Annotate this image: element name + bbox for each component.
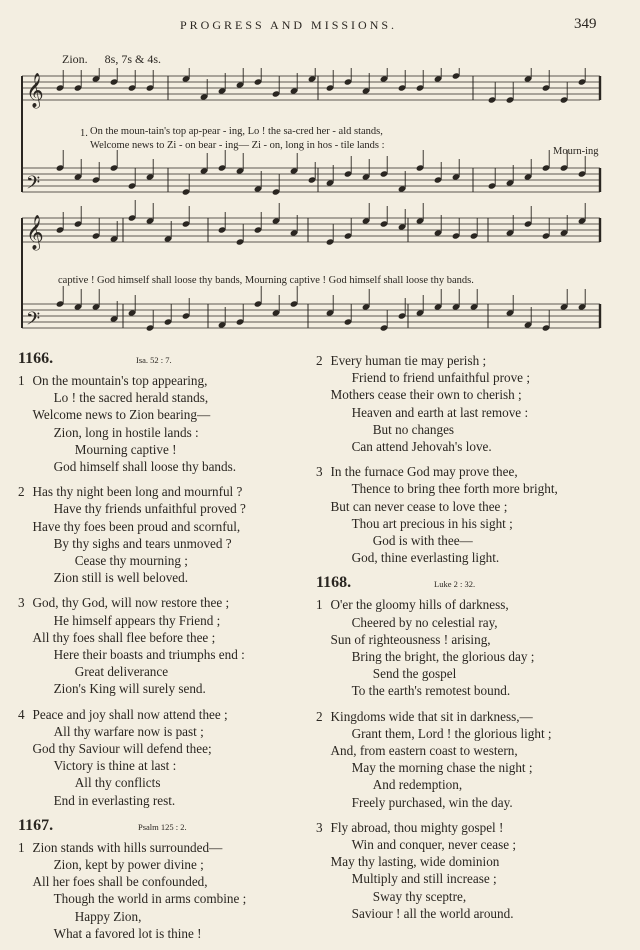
verse-text: Zion still is well beloved. (53, 570, 189, 586)
verse-text: God thy Saviour will defend thee; (32, 741, 212, 757)
stanza-number: 2 (316, 353, 323, 368)
verse-text: O'er the gloomy hills of darkness, (330, 597, 509, 613)
page-header (0, 18, 640, 38)
verse-line (316, 421, 616, 438)
verse-text: Bring the bright, the glorious day ; (351, 649, 535, 665)
hymn-heading (316, 574, 616, 596)
verse-text: Welcome news to Zion bearing— (32, 407, 211, 423)
verse-line (18, 389, 308, 406)
bass-clef-icon: 𝄢 (26, 309, 41, 334)
right-column (316, 352, 616, 930)
verse-text: Have thy friends unfaithful proved ? (53, 501, 246, 517)
hymn-number: 1168. (316, 574, 352, 592)
verse-text: On the mountain's top appearing, (32, 373, 208, 388)
verse-text: Thence to bring thee forth more bright, (351, 481, 558, 497)
verse-line (316, 549, 616, 566)
hymn-scripture-ref: Isa. 52 : 7. (136, 355, 172, 365)
verse-text: By thy sighs and tears unmoved ? (53, 535, 232, 551)
treble-clef-icon: 𝄞 (26, 73, 44, 108)
verse-text: God is with thee— (372, 533, 473, 549)
stanza (316, 596, 616, 699)
verse-text: Every human tie may perish ; (330, 353, 487, 368)
verse-line (316, 794, 616, 811)
verse-line (316, 776, 616, 793)
verse-text: God, thine everlasting light. (351, 550, 500, 566)
verse-line (18, 372, 308, 389)
verse-line (316, 742, 616, 759)
verse-line (18, 500, 308, 517)
verse-line (316, 682, 616, 699)
stanza (316, 463, 616, 566)
stanza-number: 3 (18, 595, 25, 611)
verse-line (18, 458, 308, 475)
lyric-line-1b: Welcome news to Zi - on bear - ing— Zi - on, long in hos - tile lands : (90, 140, 385, 151)
verse-line (316, 905, 616, 922)
verse-text: Send the gospel (372, 666, 457, 682)
verse-line (18, 680, 308, 697)
verse-text: Zion's King will surely send. (53, 681, 206, 697)
verse-text: Thou art precious in his sight ; (351, 515, 513, 531)
stanza-number: 3 (316, 464, 323, 480)
verse-text: Cease thy mourning ; (74, 553, 188, 569)
tune-name: Zion. (62, 52, 88, 66)
stanza (18, 594, 308, 697)
verse-text: Great deliverance (74, 664, 169, 680)
hymn-heading (18, 350, 308, 372)
verse-line (316, 708, 616, 725)
lyric-line-2: captive ! God himself shall loose thy bands, Mourning captive ! God himself shall loose thy bands. (58, 275, 474, 286)
stanza (18, 706, 308, 809)
verse-text: Mothers cease their own to cherish ; (330, 387, 522, 403)
stanza-number: 1 (18, 839, 25, 855)
verse-text: All her foes shall be confounded, (32, 874, 208, 890)
verse-line (18, 663, 308, 680)
left-column (18, 350, 308, 950)
verse-text: Heaven and earth at last remove : (351, 404, 529, 420)
verse-text: Lo ! the sacred herald stands, (53, 390, 209, 406)
hymn (316, 574, 616, 922)
verse-line (316, 438, 616, 455)
stanza (18, 839, 308, 942)
verse-text: Grant them, Lord ! the glorious light ; (351, 725, 552, 741)
verse-text: He himself appears thy Friend ; (53, 612, 221, 628)
hymn-scripture-ref: Psalm 125 : 2. (138, 821, 187, 832)
stanza-number: 2 (316, 708, 323, 724)
verse-text: May the morning chase the night ; (351, 760, 533, 776)
verse-text: Fly abroad, thou mighty gospel ! (330, 819, 504, 835)
verse-line (18, 406, 308, 423)
verse-line (18, 518, 308, 535)
verse-text: Here their boasts and triumphs end : (53, 647, 245, 663)
verse-text: Happy Zion, (74, 908, 142, 924)
verse-line (316, 532, 616, 549)
lyric-line-1c: Mourn-ing (553, 146, 599, 157)
verse-line (316, 404, 616, 421)
verse-line (316, 596, 616, 613)
verse-line (18, 483, 308, 500)
verse-text: What a favored lot is thine ! (53, 925, 202, 941)
verse-line (18, 706, 308, 723)
verse-line (316, 463, 616, 480)
verse-line (18, 890, 308, 907)
verse-line (18, 535, 308, 552)
verse-line (316, 631, 616, 648)
verse-text: Saviour ! all the world around. (351, 905, 514, 921)
verse-line (18, 594, 308, 611)
hymn (18, 350, 308, 809)
verse-text: God himself shall loose thy bands. (53, 459, 237, 475)
verse-line (18, 856, 308, 873)
verse-line (316, 870, 616, 887)
verse-text: Has thy night been long and mournful ? (32, 484, 243, 500)
verse-line (316, 665, 616, 682)
verse-line (18, 424, 308, 441)
verse-line (316, 352, 616, 369)
verse-text: Kingdoms wide that sit in darkness,— (330, 708, 533, 724)
stanza (316, 708, 616, 811)
bass-clef-icon: 𝄢 (26, 173, 41, 198)
verse-line (18, 612, 308, 629)
verse-text: But no changes (372, 421, 455, 437)
verse-text: But can never cease to love thee ; (330, 498, 508, 514)
verse-line (18, 552, 308, 569)
hymn-number: 1166. (18, 350, 54, 367)
verse-text: Can attend Jehovah's love. (351, 439, 492, 455)
verse-text: To the earth's remotest bound. (351, 683, 511, 699)
verse-text: All thy warfare now is past ; (53, 723, 204, 739)
verse-text: God, thy God, will now restore thee ; (32, 595, 230, 611)
verse-line (316, 819, 616, 836)
verse-line (18, 629, 308, 646)
verse-line (316, 369, 616, 386)
verse-text: Multiply and still increase ; (351, 871, 497, 887)
stanza (18, 483, 308, 586)
verse-text: End in everlasting rest. (53, 792, 176, 808)
verse-line (316, 386, 616, 403)
lyric-line-1a: On the moun-tain's top ap-pear - ing, Lo ! the sa-cred her - ald stands, (90, 126, 383, 137)
verse-text: And redemption, (372, 777, 463, 793)
stanza-number: 3 (316, 819, 323, 835)
verse-line (18, 839, 308, 856)
stanza (316, 352, 616, 455)
verse-text: Sun of righteousness ! arising, (330, 631, 491, 647)
verse-line (316, 648, 616, 665)
verse-text: Friend to friend unfaithful prove ; (351, 370, 530, 386)
hymn (18, 817, 308, 942)
verse-text: Though the world in arms combine ; (53, 891, 247, 907)
verse-text: Victory is thine at last : (53, 758, 177, 774)
verse-text: Zion, kept by power divine ; (53, 857, 204, 873)
verse-text: Sway thy sceptre, (372, 888, 467, 904)
verse-line (316, 836, 616, 853)
hymn-scripture-ref: Luke 2 : 32. (434, 579, 476, 590)
verse-line (18, 792, 308, 809)
verse-text: All thy foes shall flee before thee ; (32, 629, 216, 645)
stanza (316, 819, 616, 922)
verse-text: In the furnace God may prove thee, (330, 464, 518, 480)
hymn-number: 1167. (18, 816, 54, 834)
verse-text: And, from eastern coast to western, (330, 743, 518, 759)
page-number: 349 (574, 16, 597, 32)
verse-line (316, 853, 616, 870)
verse-line (18, 925, 308, 942)
verse-text: Cheered by no celestial ray, (351, 614, 498, 630)
verse-line (18, 646, 308, 663)
verse-line (18, 774, 308, 791)
hymn-continued (316, 352, 616, 566)
verse-text: All thy conflicts (74, 775, 161, 791)
score-staves (18, 68, 608, 338)
verse-line (316, 480, 616, 497)
tune-meter: 8s, 7s & 4s. (104, 52, 162, 66)
verse-line (18, 723, 308, 740)
verse-line (316, 614, 616, 631)
verse-text: Freely purchased, win the day. (351, 794, 513, 810)
stanza-number: 2 (18, 484, 25, 500)
verse-line (18, 908, 308, 925)
verse-line (18, 441, 308, 458)
verse-text: Mourning captive ! (74, 441, 177, 457)
verse-line (316, 888, 616, 905)
verse-text: Peace and joy shall now attend thee ; (32, 706, 228, 722)
verse-line (18, 740, 308, 757)
tune-heading (62, 52, 161, 67)
stanza (18, 372, 308, 475)
verse-line (316, 498, 616, 515)
stanza-number: 4 (18, 706, 25, 722)
verse-text: Zion, long in hostile lands : (53, 424, 199, 440)
verse-line (18, 569, 308, 586)
verse-line (18, 757, 308, 774)
music-score (18, 68, 608, 338)
running-title: PROGRESS AND MISSIONS. (180, 18, 398, 32)
stanza-number: 1 (316, 597, 323, 613)
verse-line (18, 873, 308, 890)
treble-clef-icon: 𝄞 (26, 215, 44, 250)
hymn-heading (18, 817, 308, 839)
verse-text: Zion stands with hills surrounded— (32, 839, 223, 855)
verse-line (316, 759, 616, 776)
verse-line (316, 515, 616, 532)
verse-text: May thy lasting, wide dominion (330, 854, 500, 870)
verse-line (316, 725, 616, 742)
stanza-number: 1 (18, 373, 25, 388)
verse-text: Win and conquer, never cease ; (351, 837, 517, 853)
verse-text: Have thy foes been proud and scornful, (32, 518, 241, 534)
stanza-marker: 1. (80, 128, 88, 139)
